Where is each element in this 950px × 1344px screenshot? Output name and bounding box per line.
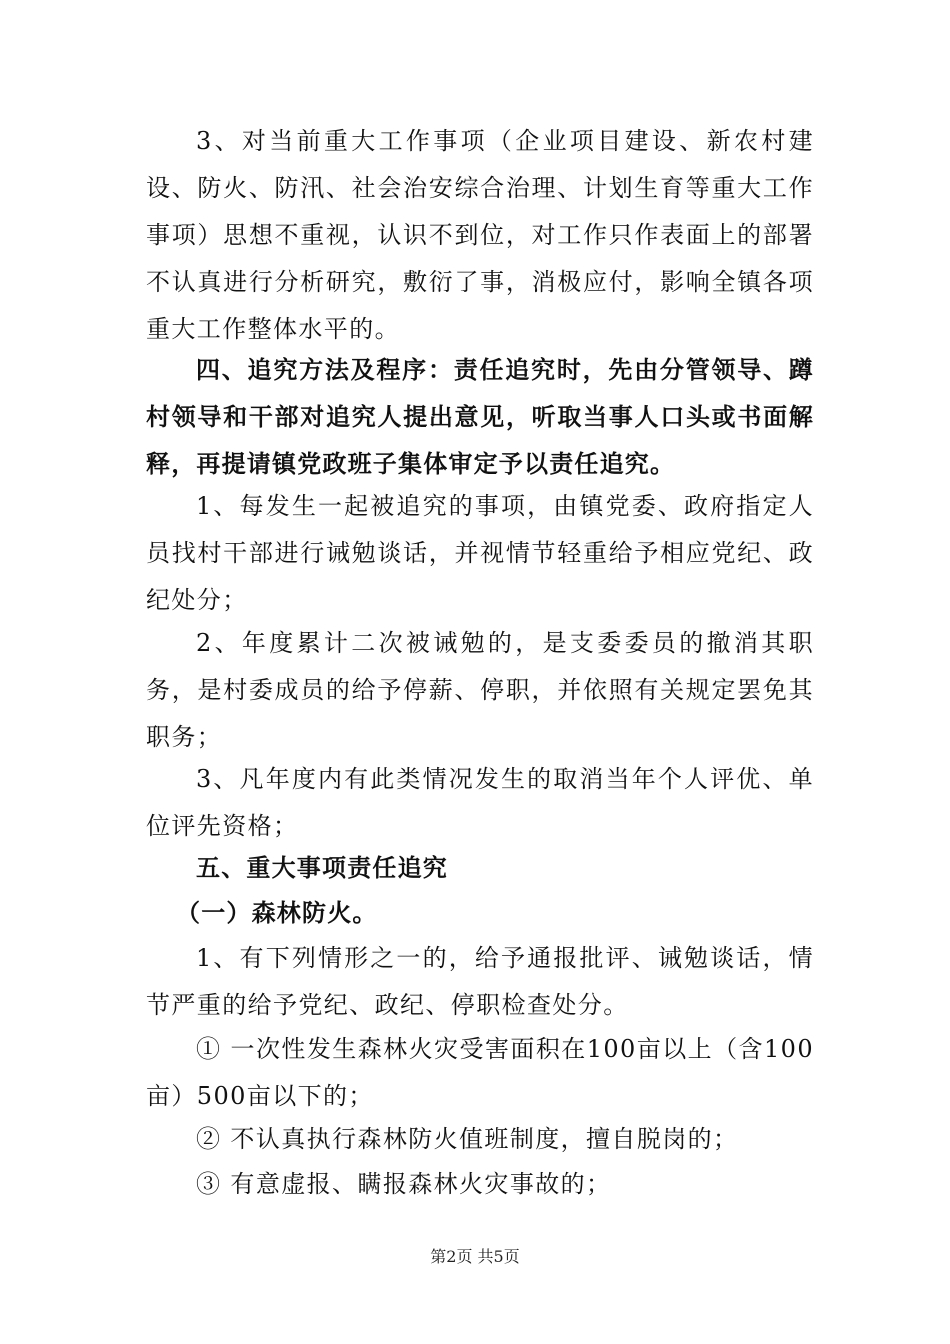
paragraph-item-1b: 1、有下列情形之一的，给予通报批评、诫勉谈话，情节严重的给予党纪、政纪、停职检查处分。 <box>146 944 814 1019</box>
paragraph-item-1: 1、每发生一起被追究的事项，由镇党委、政府指定人员找村干部进行诫勉谈话，并视情节轻重给予相应党纪、政纪处分； <box>146 492 814 614</box>
subsection-heading-forest-fire: （一）森林防火。 <box>176 899 378 927</box>
paragraph-item-2: 2、年度累计二次被诫勉的，是支委委员的撤消其职务，是村委成员的给予停薪、停职，并依照有关规定罢免其职务； <box>146 629 814 751</box>
list-item-circle-1: ① 一次性发生森林火灾受害面积在100亩以上（含100亩）500亩以下的； <box>146 1035 814 1110</box>
list-item-circle-3: ③ 有意虚报、瞒报森林火灾事故的； <box>196 1170 612 1198</box>
paragraph-item-3b: 3、凡年度内有此类情况发生的取消当年个人评优、单位评先资格； <box>146 765 814 840</box>
section-heading-5: 五、重大事项责任追究 <box>196 854 448 882</box>
list-item-circle-2: ② 不认真执行森林防火值班制度，擅自脱岗的； <box>196 1125 739 1153</box>
section-heading-4-procedure: 四、追究方法及程序：责任追究时，先由分管领导、蹲村领导和干部对追究人提出意见，听取当事人口头或书面解释，再提请镇党政班子集体审定予以责任追究。 <box>146 356 814 478</box>
page-footer: 第2页 共5页 <box>430 1247 520 1266</box>
paragraph-item-3: 3、对当前重大工作事项（企业项目建设、新农村建设、防火、防汛、社会治安综合治理、计划生育等重大工作事项）思想不重视，认识不到位，对工作只作表面上的部署不认真进行分析研究，敷衍了事，消极应付，影响全镇各项重大工作整体水平的。 <box>146 127 814 343</box>
